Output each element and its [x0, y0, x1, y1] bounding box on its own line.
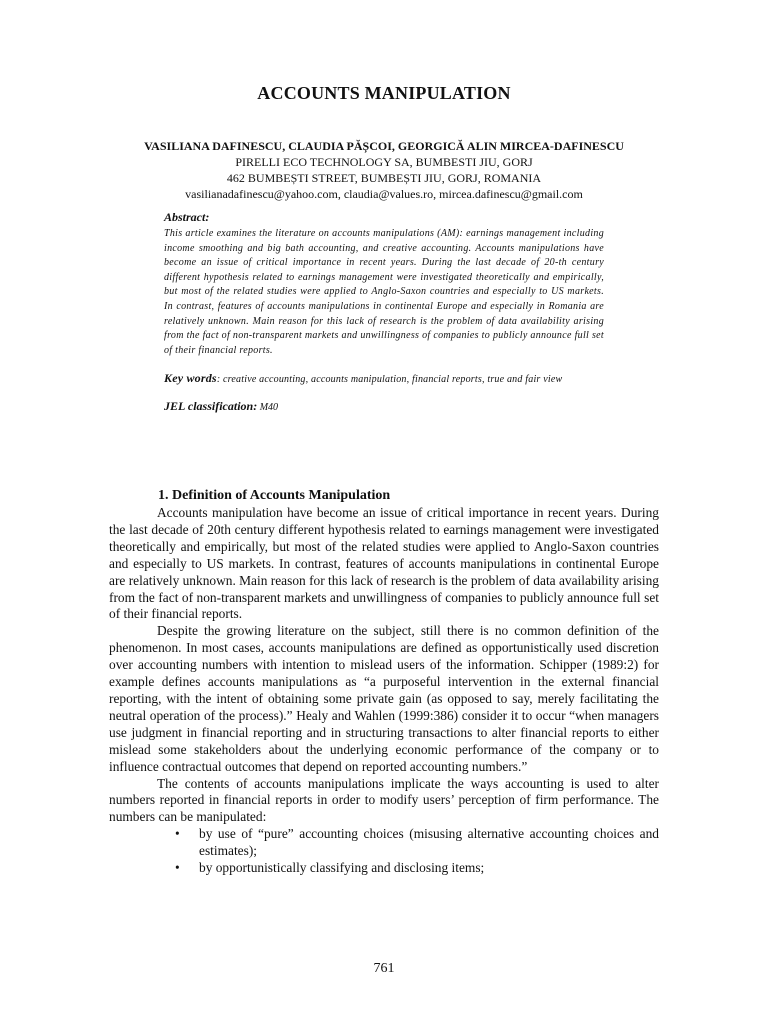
jel-label: JEL classification:	[164, 399, 258, 414]
body-paragraph: Despite the growing literature on the subject, still there is no common definition of the phenomenon. In most cases, accounts manipulations are defined as opportunistically used discretion over accounting numbers with intention to mislead users of the information. Schipper (1989:2) for example defines accounts manipulations as “a purposeful intervention in the external financial reporting, with the intent of obtaining some private gain (as opposed to say, merely facilitating the neutral operation of the process).” Healy and Wahlen (1999:386) consider it to occur “when managers use judgment in financial reporting and in structuring transactions to alter financial reports to either mislead some stakeholders about the underlying economic performance of the company or to influence contractual outcomes that depend on reported accounting numbers.”	[109, 623, 659, 774]
abstract-text: This article examines the literature on accounts manipulations (AM): earnings management including income smoothing and big bath accounting, and creative accounting. Accounts manipulations have become an issue of critical importance in recent years. During the last decade of 20-th century different hypothesis related to earnings management were investigated theoretically and empirically, but most of the related studies were applied to Anglo-Saxon countries and especially to US markets. In contrast, features of accounts manipulations in continental Europe and especially in Romania are relatively unknown. Main reason for this lack of research is the problem of data availability arising from the fact of non-transparent markets and unwillingness of companies to publicly announce full set of their financial reports.	[164, 228, 604, 356]
jel-line	[164, 398, 604, 416]
bullet-item: • by opportunistically classifying and disclosing items;	[109, 860, 659, 877]
keywords-label: Key words	[164, 371, 217, 386]
body-paragraph: The contents of accounts manipulations implicate the ways accounting is used to alter numbers reported in financial reports in order to modify users’ perception of firm performance. The numbers can be manipulated:	[109, 775, 659, 825]
paper-title: ACCOUNTS MANIPULATION	[257, 83, 511, 103]
bullet-list	[109, 826, 659, 877]
author-names: VASILIANA DAFINESCU, CLAUDIA PĂȘCOI, GEORGICĂ ALIN MIRCEA-DAFINESCU	[144, 139, 624, 153]
keywords-text: : creative accounting, accounts manipulation, financial reports, true and fair view	[216, 374, 563, 386]
abstract-heading: Abstract:	[164, 210, 210, 224]
keywords-line	[164, 370, 604, 388]
body-paragraph: Accounts manipulation have become an issue of critical importance in recent years. During the last decade of 20th century different hypothesis related to earnings management were investigated theoretically and empirically, but most of the related studies were applied to Anglo-Saxon countries and especially to US markets. In contrast, features of accounts manipulations in continental Europe are relatively unknown. Main reason for this lack of research is the problem of data availability arising from the fact of non-transparent markets and unwillingness of companies to publicly announce full set of their financial reports.	[109, 505, 659, 622]
author-block	[0, 138, 768, 202]
author-address: 462 BUMBEȘTI STREET, BUMBEȘTI JIU, GORJ, ROMANIA	[226, 171, 542, 185]
jel-value: M40	[257, 402, 279, 414]
bullet-item: • by use of “pure” accounting choices (misusing alternative accounting choices and estimates);	[109, 826, 659, 860]
author-affiliation: PIRELLI ECO TECHNOLOGY SA, BUMBESTI JIU, GORJ	[235, 155, 533, 169]
abstract-block	[164, 209, 604, 416]
author-emails: vasilianadafinescu@yahoo.com, claudia@values.ro, mircea.dafinescu@gmail.com	[185, 187, 583, 201]
section-body	[109, 505, 659, 877]
page-number: 761	[373, 961, 395, 976]
section-heading: 1. Definition of Accounts Manipulation	[158, 488, 391, 503]
